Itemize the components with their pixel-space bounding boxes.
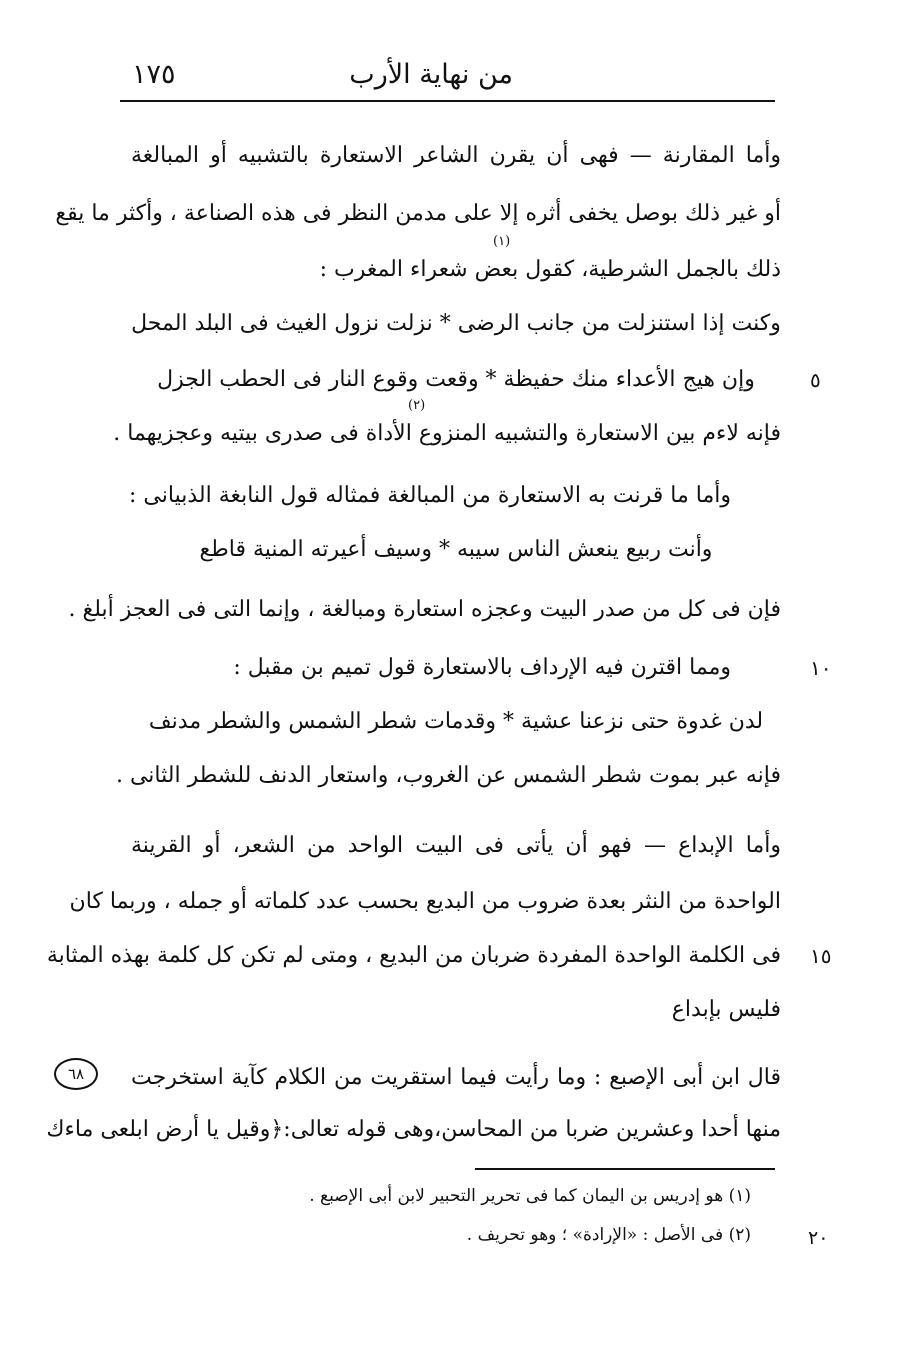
text-line: وأما ما قرنت به الاستعارة من المبالغة فمثاله قول النابغة الذبيانى : [129,483,731,508]
verse-line: وإن هيج الأعداء منك حفيظة * وقعت وقوع النار فى الحطب الجزل [157,367,755,392]
text-line: فإنه لاءم بين الاستعارة والتشبيه المنزوع الأداة فى صدرى بيتيه وعجزيهما . [113,421,781,446]
margin-line-number: ١٠ [810,656,832,680]
text-line: الواحدة من النثر بعدة ضروب من البديع بحسب عدد كلماته أو جمله ، وربما كان [69,889,781,914]
text-line: ومما اقترن فيه الإرداف بالاستعارة قول تميم بن مقبل : [233,655,731,680]
verse-line: وأنت ربيع ينعش الناس سيبه * وسيف أعيرته المنية قاطع [199,537,713,562]
text-line: أو غير ذلك بوصل يخفى أثره إلا على مدمن النظر فى هذه الصناعة ، وأكثر ما يقع [55,201,781,226]
text-line: فليس بإبداع [671,997,781,1022]
header-rule [120,100,775,102]
footnote-rule [475,1168,775,1170]
running-title: من نهاية الأرب [349,59,513,90]
manuscript-page-badge: ٦٨ [54,1058,98,1090]
text-line: منها أحدا وعشرين ضربا من المحاسن،وهى قوله تعالى:﴿وقيل يا أرض ابلعى ماءك [46,1117,781,1142]
text-line: قال ابن أبى الإصبع : وما رأيت فيما استقريت من الكلام كآية استخرجت [131,1065,781,1090]
text-line: وأما الإبداع — فهو أن يأتى فى البيت الواحد من الشعر، أو القرينة [131,833,781,858]
text-line: ذلك بالجمل الشرطية، كقول بعض شعراء المغرب : [319,257,781,282]
footnote: (١) هو إدريس بن اليمان كما فى تحرير التحبير لابن أبى الإصبع . [309,1186,751,1206]
text-line: فإن فى كل من صدر البيت وعجزه استعارة ومبالغة ، وإنما التى فى العجز أبلغ . [68,597,781,622]
margin-line-number: ٥ [810,368,821,392]
margin-line-number: ١٥ [810,944,832,968]
text-line: فإنه عبر بموت شطر الشمس عن الغروب، واستعار الدنف للشطر الثانى . [115,763,781,788]
footnote-line-number: ٢٠ [808,1227,829,1249]
verse-line: وكنت إذا استنزلت من جانب الرضى * نزلت نزول الغيث فى البلد المحل [131,311,781,336]
verse-line: لدن غدوة حتى نزعنا عشية * وقدمات شطر الشمس والشطر مدنف [148,709,764,734]
page-number: ١٧٥ [132,59,176,90]
text-line: وأما المقارنة — فهى أن يقرن الشاعر الاستعارة بالتشبيه أو المبالغة [131,143,781,168]
footnote-mark: (١) [493,234,511,249]
footnote: (٢) فى الأصل : «الإرادة» ؛ وهو تحريف . [466,1225,751,1245]
footnote-mark: (٢) [408,398,426,413]
text-line: فى الكلمة الواحدة المفردة ضربان من البديع ، ومتى لم تكن كل كلمة بهذه المثابة [46,943,781,968]
